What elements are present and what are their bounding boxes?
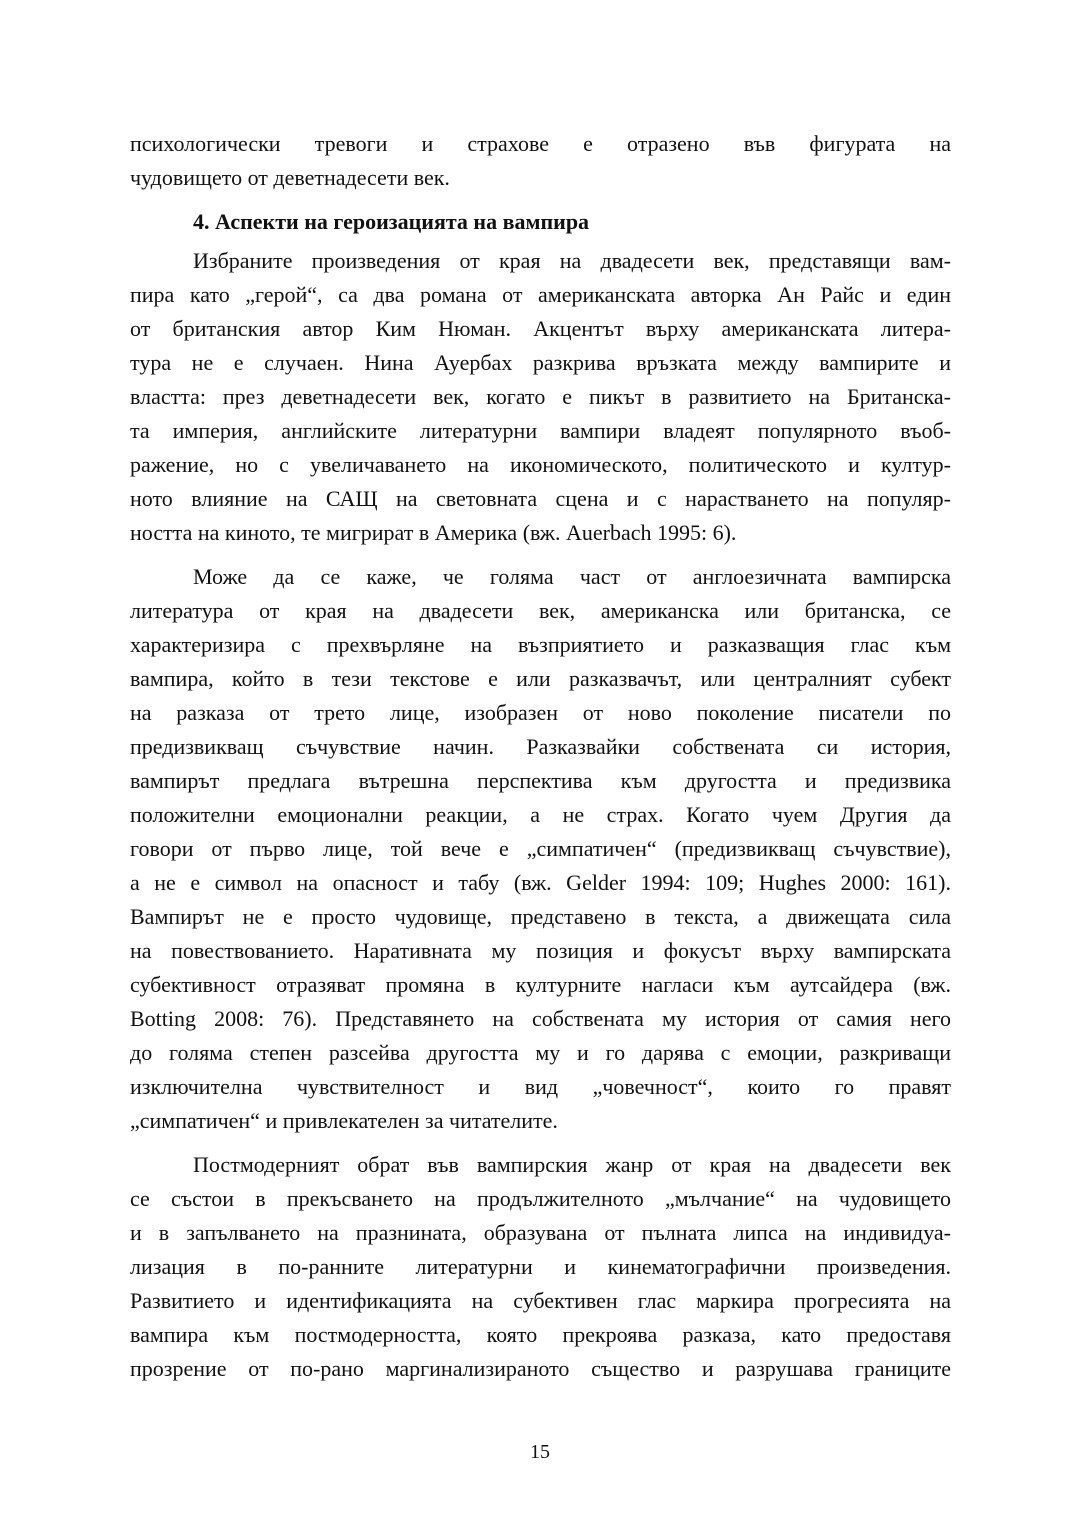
text-line: изключителна чувствителност и вид „човечност“, които го правят: [130, 1074, 951, 1099]
text-line: Избраните произведения от края на двадесети век, представящи вам-: [193, 248, 951, 273]
page-number: 15: [530, 1441, 550, 1463]
text-line: Botting 2008: 76). Представянето на собствената му история от самия него: [130, 1006, 951, 1031]
text-line: лизация в по-ранните литературни и кинематографични произведения.: [130, 1254, 951, 1279]
text-line: вампирът предлага вътрешна перспектива към другостта и предизвика: [130, 768, 951, 793]
paragraph-1: [130, 244, 951, 550]
text-line: характеризира с прехвърляне на възприятието и разказващия глас към: [130, 632, 951, 657]
text-line: положителни емоционални реакции, а не страх. Когато чуем Другия да: [130, 802, 951, 827]
text-line: ното влияние на САЩ на световната сцена и с нарастването на популяр-: [130, 486, 951, 511]
text-line: субективност отразяват промяна в културните нагласи към аутсайдера (вж.: [130, 972, 951, 997]
text-line: ражение, но с увеличаването на икономическото, политическото и култур-: [130, 452, 951, 477]
text-line: Може да се каже, че голяма част от англоезичната вампирска: [193, 564, 951, 589]
text-line: Вампирът не е просто чудовище, представено в текста, а движещата сила: [130, 904, 951, 929]
text-line: „симпатичен“ и привлекателен за читателите.: [130, 1108, 558, 1133]
text-line: та империя, английските литературни вампири владеят популярното въоб-: [130, 418, 951, 443]
text-line: властта: през деветнадесети век, когато е пикът в развитието на Британска-: [130, 384, 951, 409]
continuation-paragraph: [130, 127, 951, 195]
text-line: чудовището от деветнадесети век.: [130, 165, 450, 190]
text-line: ността на киното, те мигрират в Америка (вж. Auerbach 1995: 6).: [130, 520, 737, 545]
text-line: прозрение от по-рано маргинализираното същество и разрушава границите: [130, 1356, 951, 1381]
text-line: психологически тревоги и страхове е отразено във фигурата на: [130, 131, 951, 156]
paragraph-2: [130, 560, 951, 1138]
text-line: се състои в прекъсването на продължителното „мълчание“ на чудовището: [130, 1186, 951, 1211]
text-line: и в запълването на празнината, образувана от пълната липса на индивидуа-: [130, 1220, 951, 1245]
text-line: на разказа от трето лице, изобразен от ново поколение писатели по: [130, 700, 951, 725]
section-heading: 4. Аспекти на героизацията на вампира: [193, 209, 590, 234]
text-line: до голяма степен разсейва другостта му и го дарява с емоции, разкриващи: [130, 1040, 951, 1065]
text-line: Постмодерният обрат във вампирския жанр от края на двадесети век: [193, 1152, 951, 1177]
text-line: литература от края на двадесети век, американска или британска, се: [130, 598, 951, 623]
page-body: [130, 127, 951, 1386]
text-line: а не е символ на опасност и табу (вж. Gelder 1994: 109; Hughes 2000: 161).: [130, 870, 951, 895]
text-line: Развитието и идентификацията на субективен глас маркира прогресията на: [130, 1288, 951, 1313]
text-line: вампира, който в тези текстове е или разказвачът, или централният субект: [130, 666, 951, 691]
text-line: пира като „герой“, са два романа от американската авторка Ан Райс и един: [130, 282, 951, 307]
text-line: от британския автор Ким Нюман. Акцентът върху американската литера-: [130, 316, 951, 341]
text-line: тура не е случаен. Нина Ауербах разкрива връзката между вампирите и: [130, 350, 951, 375]
text-line: на повествованието. Наративната му позиция и фокусът върху вампирската: [130, 938, 951, 963]
text-line: вампира към постмодерността, която прекроява разказа, като предоставя: [130, 1322, 951, 1347]
text-line: предизвикващ съчувствие начин. Разказвайки собствената си история,: [130, 734, 951, 759]
paragraph-3: [130, 1148, 951, 1386]
text-line: говори от първо лице, той вече е „симпатичен“ (предизвикващ съчувствие),: [130, 836, 951, 861]
